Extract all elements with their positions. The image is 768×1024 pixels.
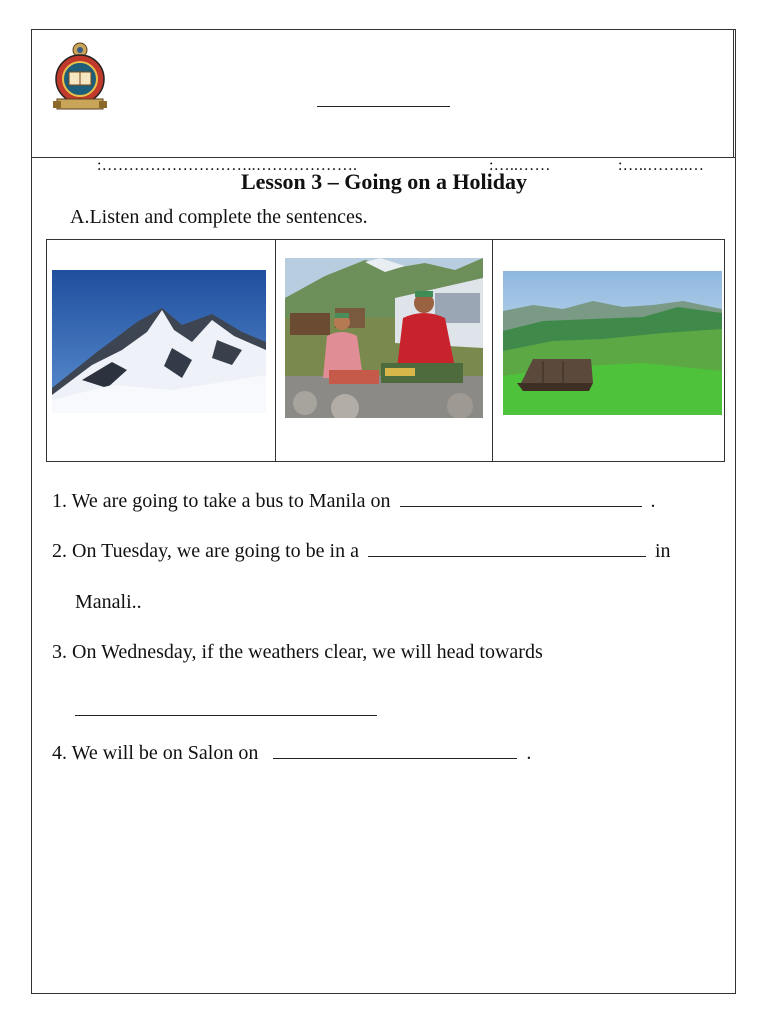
- table-cell-divider: [492, 240, 493, 461]
- sentence-text: On Wednesday, if the weathers clear, we will head towards: [72, 641, 543, 663]
- sentence-2: [52, 540, 671, 563]
- sentence-3: [52, 641, 543, 664]
- answer-blank[interactable]: [273, 757, 517, 759]
- worksheet-header: [31, 29, 736, 174]
- answer-blank[interactable]: [400, 505, 642, 507]
- sentence-text: On Tuesday, we are going to be in a: [72, 540, 359, 562]
- sentence-text: We will be on Salon on: [71, 742, 259, 764]
- green-hills-hut-photo: [503, 271, 722, 415]
- sentence-4: [52, 742, 531, 765]
- answer-blank[interactable]: [75, 714, 377, 716]
- sentence-2-continuation: Manali..: [75, 591, 142, 613]
- date-field-dots: :…..……..…: [618, 157, 705, 174]
- sentence-ending: .: [526, 742, 532, 764]
- sentence-ending: in: [655, 540, 671, 562]
- snowy-mountain-photo: [52, 270, 266, 413]
- image-table: [46, 239, 725, 462]
- two-women-village-photo: [285, 258, 483, 418]
- sentence-number: 4.: [52, 742, 67, 764]
- school-logo-icon: [51, 41, 109, 111]
- header-border: [733, 29, 734, 157]
- lesson-title: Lesson 3 – Going on a Holiday: [240, 169, 528, 194]
- answer-blank[interactable]: [368, 555, 646, 557]
- sentence-1: [52, 490, 656, 513]
- exercise-instruction: A.Listen and complete the sentences.: [70, 206, 368, 228]
- class-field-dots: :…..……: [489, 157, 551, 174]
- sentence-text: We are going to take a bus to Manila on: [71, 490, 391, 512]
- sentence-ending: .: [650, 490, 656, 512]
- name-field-dots: :………………………..……………….: [97, 157, 358, 174]
- sentence-number: 1.: [52, 490, 67, 512]
- sentence-number: 2.: [52, 540, 67, 562]
- sentence-number: 3.: [52, 641, 67, 663]
- title-blank-line: [317, 106, 450, 107]
- table-cell-divider: [275, 240, 276, 461]
